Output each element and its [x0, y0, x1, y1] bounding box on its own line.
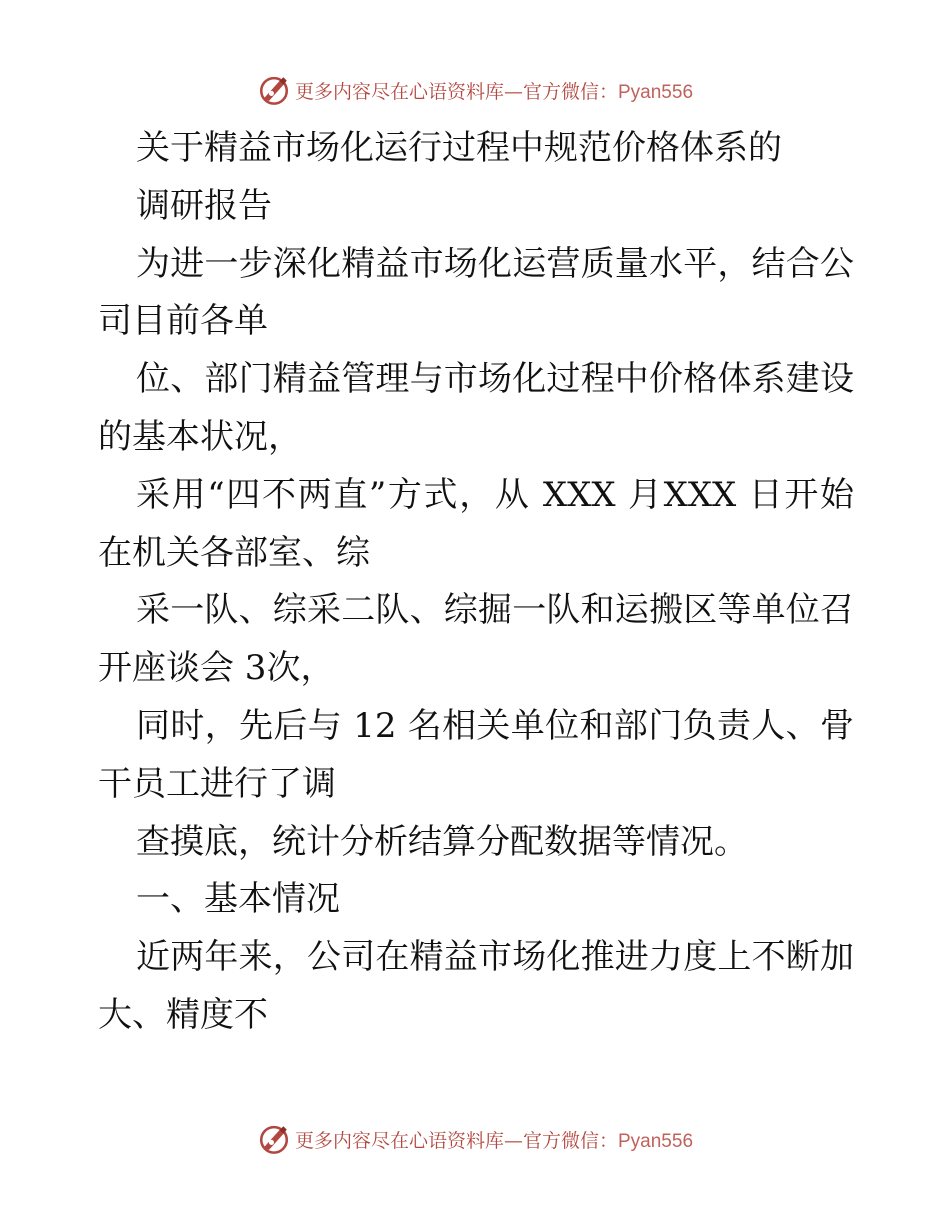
- paragraph-line: 采用“四不两直”方式，从 XXX 月XXX 日开始: [136, 474, 854, 515]
- title-line-1: 关于精益市场化运行过程中规范价格体系的: [136, 128, 782, 168]
- paragraph-line: 司目前各单: [98, 301, 268, 342]
- footer-watermark: [0, 1121, 950, 1157]
- paragraph-line: 干员工进行了调: [98, 763, 336, 804]
- document-body: [98, 120, 854, 1045]
- paragraph-line: 查摸底，统计分析结算分配数据等情况。: [136, 821, 748, 862]
- paragraph-line: 同时，先后与 12 名相关单位和部门负责人、骨: [136, 705, 854, 746]
- title-line-2: 调研报告: [136, 185, 272, 226]
- paragraph-line: 的基本状况，: [98, 416, 302, 457]
- header-watermark: [0, 72, 950, 108]
- paragraph-line: 近两年来，公司在精益市场化推进力度上不断加: [136, 937, 854, 978]
- paragraph-line: 在机关各部室、综: [98, 532, 370, 573]
- pen-logo-icon: [257, 73, 291, 107]
- pen-logo-icon: [257, 1122, 291, 1156]
- paragraph-line: 为进一步深化精益市场化运营质量水平，结合公: [136, 243, 854, 284]
- paragraph-line: 开座谈会 3次，: [98, 648, 335, 689]
- watermark-text: 更多内容尽在心语资料库—官方微信：Pyan556: [294, 80, 694, 103]
- watermark-text: 更多内容尽在心语资料库—官方微信：Pyan556: [294, 1129, 694, 1152]
- section-heading: 一、基本情况: [136, 879, 340, 920]
- paragraph-line: 采一队、综采二队、综掘一队和运搬区等单位召: [136, 590, 854, 631]
- paragraph-line: 位、部门精益管理与市场化过程中价格体系建设: [136, 359, 854, 400]
- paragraph-line: 大、精度不: [98, 994, 268, 1035]
